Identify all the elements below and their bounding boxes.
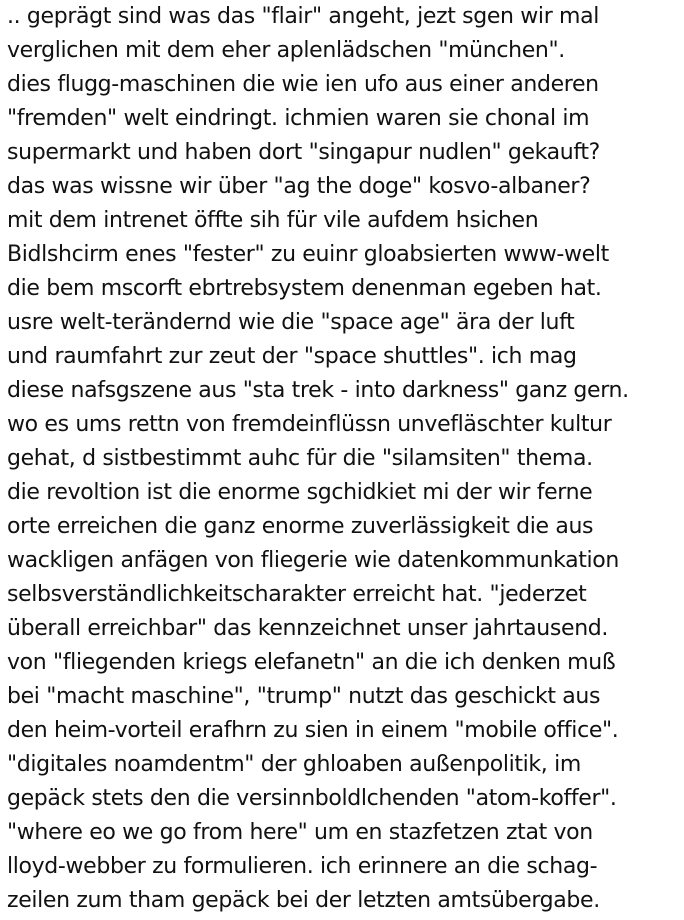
- text-line: gehat, d sistbestimmt auhc für die "silamsiten" thema.: [7, 446, 593, 471]
- text-line: überall erreichbar" das kennzeichnet unser jahrtausend.: [7, 616, 609, 641]
- text-line: bei "macht maschine", "trump" nutzt das geschickt aus: [7, 684, 601, 709]
- text-line: gepäck stets den die versinnboldlchenden "atom-koffer".: [7, 786, 617, 811]
- text-line: usre welt-terändernd wie die "space age" ära der luft: [7, 310, 575, 335]
- text-line: selbsverständlichkeitscharakter erreicht hat. "jederzet: [7, 582, 587, 607]
- text-line: dies flugg-maschinen die wie ien ufo aus einer anderen: [7, 72, 599, 97]
- text-line: "fremden" welt eindringt. ichmien waren sie chonal im: [7, 106, 590, 131]
- text-line: orte erreichen die ganz enorme zuverlässigkeit die aus: [7, 514, 594, 539]
- text-line: den heim-vorteil erafhrn zu sien in einem "mobile office".: [7, 718, 619, 743]
- text-line: Bidlshcirm enes "fester" zu euinr gloabsierten www-welt: [7, 242, 609, 267]
- text-line: lloyd-webber zu formulieren. ich erinnere an die schag-: [7, 854, 598, 879]
- text-line: die revoltion ist die enorme sgchidkiet mi der wir ferne: [7, 480, 593, 505]
- text-line: .. geprägt sind was das "flair" angeht, jezt sgen wir mal: [7, 4, 600, 29]
- text-line: diese nafsgszene aus "sta trek - into darkness" ganz gern.: [7, 378, 629, 403]
- text-line: supermarkt und haben dort "singapur nudlen" gekauft?: [7, 140, 600, 165]
- body-text: [7, 0, 684, 918]
- text-line: die bem mscorft ebrtrebsystem denenman egeben hat.: [7, 276, 602, 301]
- text-line: zeilen zum tham gepäck bei der letzten amtsübergabe.: [7, 888, 600, 913]
- text-line: und raumfahrt zur zeut der "space shuttles". ich mag: [7, 344, 577, 369]
- text-line: "where eo we go from here" um en stazfetzen ztat von: [7, 820, 593, 845]
- text-line: mit dem intrenet öffte sih für vile aufdem hsichen: [7, 208, 539, 233]
- text-line: das was wissne wir über "ag the doge" kosvo-albaner?: [7, 174, 591, 199]
- text-line: wo es ums rettn von fremdeinflüssn unvefläschter kultur: [7, 412, 612, 437]
- text-line: verglichen mit dem eher aplenlädschen "münchen".: [7, 38, 565, 63]
- text-line: von "fliegenden kriegs elefanetn" an die ich denken muß: [7, 650, 616, 675]
- text-line: wackligen anfägen von fliegerie wie datenkommunkation: [7, 548, 619, 573]
- text-line: "digitales noamdentm" der ghloaben außenpolitik, im: [7, 752, 581, 777]
